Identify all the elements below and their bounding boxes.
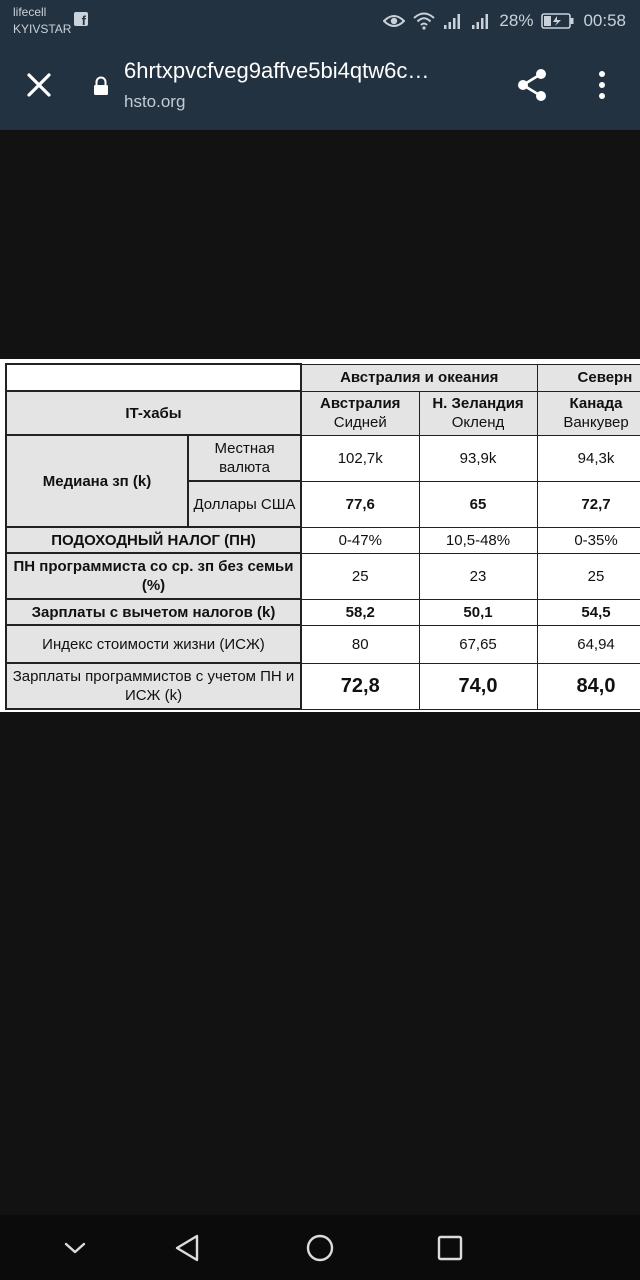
table-cell: 50,1 xyxy=(419,599,537,625)
back-icon xyxy=(171,1231,205,1265)
table-cell: 102,7k xyxy=(301,435,419,481)
table-cell: 84,0 xyxy=(537,663,640,709)
table-row xyxy=(6,527,640,553)
table-cell: 77,6 xyxy=(301,481,419,527)
table-cell: 93,9k xyxy=(419,435,537,481)
column-header xyxy=(301,391,419,435)
table-row xyxy=(6,364,640,391)
wifi-icon xyxy=(413,12,435,30)
carrier-line-2: KYIVSTAR xyxy=(13,22,72,36)
column-header xyxy=(419,391,537,435)
country-name: Канада xyxy=(569,395,623,412)
share-icon xyxy=(514,66,550,104)
row-label: Медиана зп (k) xyxy=(6,435,188,527)
table-row xyxy=(6,599,640,625)
table-cell: 23 xyxy=(419,553,537,599)
table-cell: 25 xyxy=(537,553,640,599)
share-button[interactable] xyxy=(514,66,550,104)
salary-table-image xyxy=(0,359,640,712)
column-header xyxy=(537,391,640,435)
table-row xyxy=(6,663,640,709)
recents-icon xyxy=(433,1231,467,1265)
table-cell: 0-35% xyxy=(537,527,640,553)
group-header: Северн xyxy=(537,364,640,391)
table-cell: 72,8 xyxy=(301,663,419,709)
table-cell: 74,0 xyxy=(419,663,537,709)
salary-table xyxy=(5,363,640,710)
group-header: Австралия и океания xyxy=(301,364,537,391)
battery-percent: 28% xyxy=(499,11,534,30)
table-cell: 58,2 xyxy=(301,599,419,625)
signal-icon xyxy=(471,12,491,30)
carrier-line-1: lifecell xyxy=(13,5,47,19)
clock: 00:58 xyxy=(583,11,626,30)
table-row xyxy=(6,435,640,481)
row-label: Зарплаты с вычетом налогов (k) xyxy=(6,599,301,625)
table-cell: 10,5-48% xyxy=(419,527,537,553)
row-label: Индекс стоимости жизни (ИСЖ) xyxy=(6,625,301,663)
row-label: ПН программиста со ср. зп без семьи (%) xyxy=(6,553,301,599)
battery-charging-icon xyxy=(541,13,575,29)
row-header-title: IT-хабы xyxy=(6,391,301,435)
back-button[interactable] xyxy=(171,1231,205,1265)
facebook-icon: f xyxy=(74,12,88,26)
country-name: Австралия xyxy=(320,395,401,412)
table-row xyxy=(6,625,640,663)
status-bar xyxy=(0,0,640,42)
table-cell: 80 xyxy=(301,625,419,663)
page-title[interactable]: 6hrtxpvcfveg9affve5bi4qtw6c… xyxy=(124,58,430,83)
country-name: Н. Зеландия xyxy=(432,395,524,412)
image-viewer[interactable] xyxy=(0,130,640,1215)
recents-button[interactable] xyxy=(433,1231,467,1265)
table-cell: 94,3k xyxy=(537,435,640,481)
close-button[interactable] xyxy=(22,68,56,102)
chevron-down-icon xyxy=(58,1231,92,1265)
carrier-info xyxy=(13,4,71,38)
more-vert-icon xyxy=(590,68,614,102)
more-options-button[interactable] xyxy=(590,68,614,102)
browser-toolbar xyxy=(0,42,640,130)
row-sublabel: Местная валюта xyxy=(188,435,301,481)
table-cell: 67,65 xyxy=(419,625,537,663)
lock-icon xyxy=(92,76,110,96)
table-row xyxy=(6,391,640,435)
home-button[interactable] xyxy=(303,1231,337,1265)
table-cell: 54,5 xyxy=(537,599,640,625)
hide-nav-button[interactable] xyxy=(58,1231,92,1265)
row-sublabel: Доллары США xyxy=(188,481,301,527)
signal-icon xyxy=(443,12,463,30)
city-name: Ванкувер xyxy=(563,414,629,431)
table-cell: 25 xyxy=(301,553,419,599)
table-row xyxy=(6,553,640,599)
home-icon xyxy=(303,1231,337,1265)
page-domain[interactable]: hsto.org xyxy=(124,92,186,111)
status-icons xyxy=(383,8,626,34)
table-cell xyxy=(6,364,301,391)
table-cell: 64,94 xyxy=(537,625,640,663)
row-label: ПОДОХОДНЫЙ НАЛОГ (ПН) xyxy=(6,527,301,553)
close-icon xyxy=(22,68,56,102)
table-cell: 72,7 xyxy=(537,481,640,527)
city-name: Сидней xyxy=(333,414,387,431)
table-cell: 65 xyxy=(419,481,537,527)
navigation-bar xyxy=(0,1215,640,1280)
city-name: Окленд xyxy=(451,414,505,431)
eye-icon xyxy=(383,13,405,29)
row-label: Зарплаты программистов с учетом ПН и ИСЖ (k) xyxy=(6,663,301,709)
table-cell: 0-47% xyxy=(301,527,419,553)
